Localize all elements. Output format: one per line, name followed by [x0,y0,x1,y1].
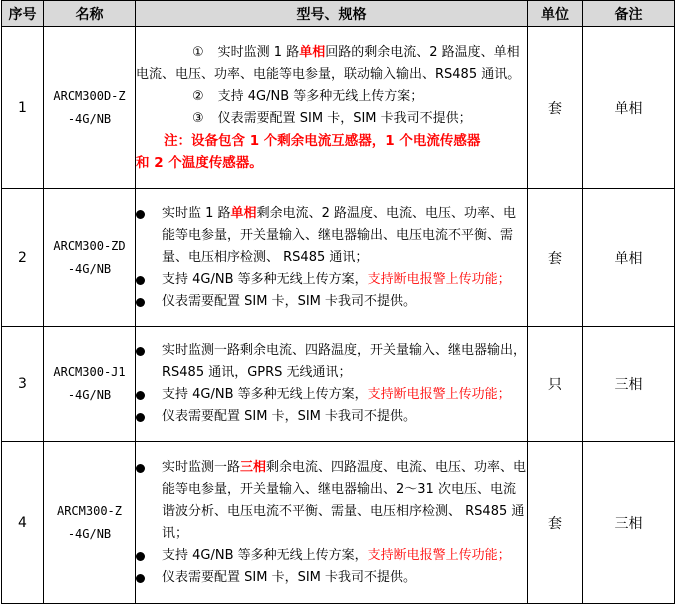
bullet-dot-icon [136,210,145,219]
bullet-dot-icon [136,298,145,307]
row-spec [136,442,528,604]
spec-red-text: 支持断电报警上传功能； [367,387,511,402]
bullet-dot-icon [136,391,145,400]
row-unit: 套 [528,442,583,604]
spec-text: 仪表需要配置 SIM 卡，SIM 卡我司不提供。 [162,293,417,309]
model-line-1: ARCM300-J1 [53,365,126,379]
spec-text: 支持 4G/NB 等多种无线上传方案； [217,88,424,104]
row-seq: 3 [2,327,44,442]
circled-number-1: ① [192,44,204,60]
spec-bullet-1 [136,203,527,269]
bullet-dot-icon [136,276,145,285]
table-row-1 [2,27,675,189]
model-line-2: -4G/NB [67,261,112,276]
bullet-dot-icon [136,347,145,356]
row-seq: 1 [2,27,44,189]
spec-item-1 [136,42,527,86]
header-unit: 单位 [528,1,583,27]
spec-text: 实时监 1 路 [162,205,231,221]
spec-bullet-1 [136,457,527,545]
bullet-dot-icon [136,413,145,422]
spec-text: 剩余电流、2 路温度、电流、电压、功率、电能等电参量，开关量输入、继电器输出、电压电流不平衡、需量、电压相序检测、 RS485 通讯； [162,205,516,265]
spec-text: 剩余电流、四路温度、电流、电压、功率、电能等电参量，开关量输入、继电器输出、2～31 次电压、电流谐波分析、电压电流不平衡、需量、电压相序检测、 RS485 通讯； [162,459,527,541]
circled-number-3: ③ [192,110,204,126]
row-remark: 单相 [583,27,675,189]
header-spec: 型号、规格 [136,1,528,27]
row-remark: 单相 [583,189,675,327]
spec-text: 实时监测一路 [162,459,241,475]
bullet-dot-icon [136,574,145,583]
row-model [44,442,136,604]
table-header-row [2,1,675,27]
row-model [44,189,136,327]
model-line-2: -4G/NB [67,388,112,402]
model-line-1: ARCM300D-Z [53,88,126,103]
model-line-2: -4G/NB [67,111,112,126]
spec-note-line-1: 注：设备包含 1 个剩余电流互感器，1 个电流传感器 [164,132,481,149]
spec-text: 仪表需要配置 SIM 卡，SIM 卡我司不提供。 [162,409,417,424]
product-spec-table [1,0,675,604]
spec-bullet-3 [136,406,527,428]
spec-highlight: 三相 [240,459,267,475]
spec-text: 支持 4G/NB 等多种无线上传方案， [162,387,368,402]
row-unit: 只 [528,327,583,442]
table-row-4 [2,442,675,604]
spec-red-text: 支持断电报警上传功能； [367,271,511,287]
row-unit: 套 [528,189,583,327]
header-remark: 备注 [583,1,675,27]
spec-red-text: 支持断电报警上传功能； [367,547,511,563]
model-line-1: ARCM300-ZD [53,238,126,253]
spec-bullet-2 [136,384,527,406]
row-model [44,27,136,189]
header-seq: 序号 [2,1,44,27]
spec-text: 回路的剩余电流、2 路温度、单相电流、电压、功率、电能等电参量，联动输入输出、RS485 通讯。 [136,44,521,82]
model-line-1: ARCM300-Z [56,503,123,518]
bullet-dot-icon [136,552,145,561]
row-spec [136,27,528,189]
bullet-dot-icon [136,464,145,473]
spec-note-line-2: 和 2 个温度传感器。 [136,154,263,171]
table-row-3 [2,327,675,442]
row-seq: 4 [2,442,44,604]
row-spec [136,189,528,327]
spec-item-2 [136,86,527,108]
model-line-2: -4G/NB [67,526,112,541]
row-remark: 三相 [583,442,675,604]
header-name: 名称 [44,1,136,27]
circled-number-2: ② [192,88,204,104]
spec-bullet-3 [136,567,527,589]
row-model [44,327,136,442]
spec-bullet-1 [136,340,527,384]
spec-text: 仪表需要配置 SIM 卡，SIM 卡我司不提供。 [162,569,417,585]
row-seq: 2 [2,189,44,327]
spec-text: 实时监测 1 路 [217,44,300,60]
spec-text: 支持 4G/NB 等多种无线上传方案， [162,547,368,563]
row-spec [136,327,528,442]
spec-text: 支持 4G/NB 等多种无线上传方案， [162,271,368,287]
spec-bullet-2 [136,269,527,291]
spec-highlight: 单相 [230,205,257,221]
spec-bullet-2 [136,545,527,567]
row-remark: 三相 [583,327,675,442]
spec-text: 仪表需要配置 SIM 卡，SIM 卡我司不提供； [217,110,472,126]
table-row-2 [2,189,675,327]
row-unit: 套 [528,27,583,189]
spec-item-3 [136,108,527,130]
spec-text: 实时监测一路剩余电流、四路温度，开关量输入、继电器输出，RS485 通讯，GPRS 无线通讯； [162,343,527,380]
spec-highlight: 单相 [299,44,326,60]
spec-bullet-3 [136,291,527,313]
